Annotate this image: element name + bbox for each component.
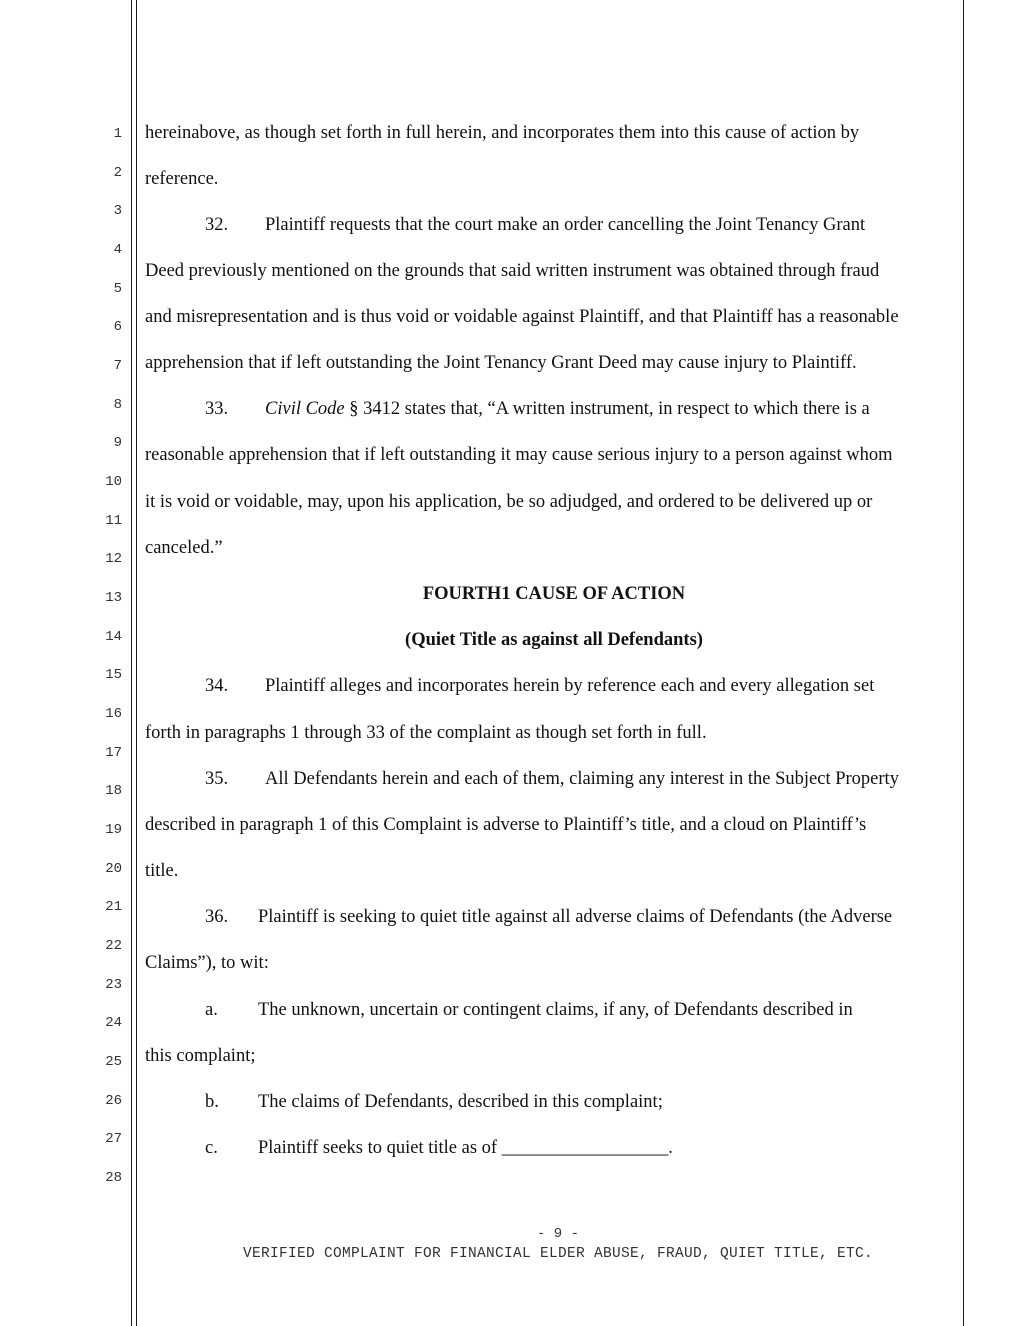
body-line: and misrepresentation and is thus void or voidable against Plaintiff, and that Plaintiff has a reasonable <box>145 307 899 327</box>
body-line: apprehension that if left outstanding the Joint Tenancy Grant Deed may cause injury to Plaintiff. <box>145 353 857 373</box>
line-number: 13 <box>105 590 122 606</box>
paragraph-number: 34. <box>205 676 229 696</box>
paragraph-number: 33. <box>205 399 229 419</box>
body-line: hereinabove, as though set forth in full herein, and incorporates them into this cause of action by <box>145 123 860 143</box>
left-margin-rule-outer <box>131 0 132 1326</box>
body-line: title. <box>145 861 179 881</box>
paragraph-33-first-line <box>205 397 870 421</box>
line-number: 8 <box>113 397 122 413</box>
paragraph-number: 32. <box>205 215 229 235</box>
list-item-c <box>205 1136 673 1160</box>
body-line: canceled.” <box>145 538 223 558</box>
line-number: 7 <box>113 358 122 374</box>
body-text: The claims of Defendants, described in this complaint; <box>258 1092 663 1112</box>
body-text: Plaintiff alleges and incorporates herein by reference each and every allegation set <box>265 676 875 696</box>
line-number: 22 <box>105 938 122 954</box>
right-margin-rule <box>963 0 964 1326</box>
line-number: 27 <box>105 1131 122 1147</box>
body-line: described in paragraph 1 of this Complaint is adverse to Plaintiff’s title, and a cloud on Plaintiff’s <box>145 815 867 835</box>
list-item-label: c. <box>205 1138 218 1158</box>
body-text: The unknown, uncertain or contingent claims, if any, of Defendants described in <box>258 1000 853 1020</box>
line-number: 18 <box>105 783 122 799</box>
body-text: § 3412 states that, “A written instrument, in respect to which there is a <box>344 399 870 419</box>
line-number: 23 <box>105 977 122 993</box>
body-line: forth in paragraphs 1 through 33 of the complaint as though set forth in full. <box>145 723 707 743</box>
cause-of-action-heading: FOURTH1 CAUSE OF ACTION <box>422 584 686 604</box>
body-line: this complaint; <box>145 1046 256 1066</box>
line-number: 25 <box>105 1054 122 1070</box>
list-item-a <box>205 998 853 1022</box>
paragraph-35-first-line <box>205 767 899 791</box>
body-line: reasonable apprehension that if left outstanding it may cause serious injury to a person against whom <box>145 445 893 465</box>
list-item-b <box>205 1090 663 1114</box>
body-line: reference. <box>145 169 219 189</box>
paragraph-36-first-line <box>205 905 892 929</box>
line-number: 28 <box>105 1170 122 1186</box>
line-number: 10 <box>105 474 122 490</box>
line-number: 15 <box>105 667 122 683</box>
line-number: 21 <box>105 899 122 915</box>
paragraph-34-first-line <box>205 674 874 698</box>
line-number: 9 <box>113 435 122 451</box>
body-text: Plaintiff seeks to quiet title as of __________________. <box>258 1138 673 1158</box>
list-item-label: a. <box>205 1000 218 1020</box>
line-number: 12 <box>105 551 122 567</box>
line-number: 11 <box>105 513 122 529</box>
line-number: 20 <box>105 861 122 877</box>
page-number: - 9 - <box>536 1226 579 1242</box>
paragraph-32-first-line <box>205 213 865 237</box>
cause-of-action-subheading: (Quiet Title as against all Defendants) <box>405 630 703 650</box>
list-item-label: b. <box>205 1092 219 1112</box>
line-number: 6 <box>113 319 122 335</box>
line-number: 2 <box>113 165 122 181</box>
line-number: 14 <box>105 629 122 645</box>
body-line: it is void or voidable, may, upon his application, be so adjudged, and ordered to be delivered up or <box>145 492 873 512</box>
statute-citation: Civil Code <box>265 399 345 419</box>
body-text: Plaintiff is seeking to quiet title against all adverse claims of Defendants (the Adverse <box>258 907 893 927</box>
left-margin-rule-inner <box>136 0 137 1326</box>
paragraph-number: 36. <box>205 907 229 927</box>
body-line: Claims”), to wit: <box>145 953 269 973</box>
line-number: 26 <box>105 1093 122 1109</box>
line-number: 4 <box>113 242 122 258</box>
line-number: 19 <box>105 822 122 838</box>
line-number: 24 <box>105 1015 122 1031</box>
body-text: All Defendants herein and each of them, claiming any interest in the Subject Property <box>265 769 899 789</box>
paragraph-number: 35. <box>205 769 229 789</box>
document-footer-title: VERIFIED COMPLAINT FOR FINANCIAL ELDER ABUSE, FRAUD, QUIET TITLE, ETC. <box>242 1246 874 1262</box>
body-text: Plaintiff requests that the court make an order cancelling the Joint Tenancy Grant <box>265 215 866 235</box>
body-line: Deed previously mentioned on the grounds that said written instrument was obtained through fraud <box>145 261 880 281</box>
line-number: 5 <box>113 281 122 297</box>
line-number: 16 <box>105 706 122 722</box>
line-number: 1 <box>113 126 122 142</box>
line-number: 3 <box>113 203 122 219</box>
line-number: 17 <box>105 745 122 761</box>
